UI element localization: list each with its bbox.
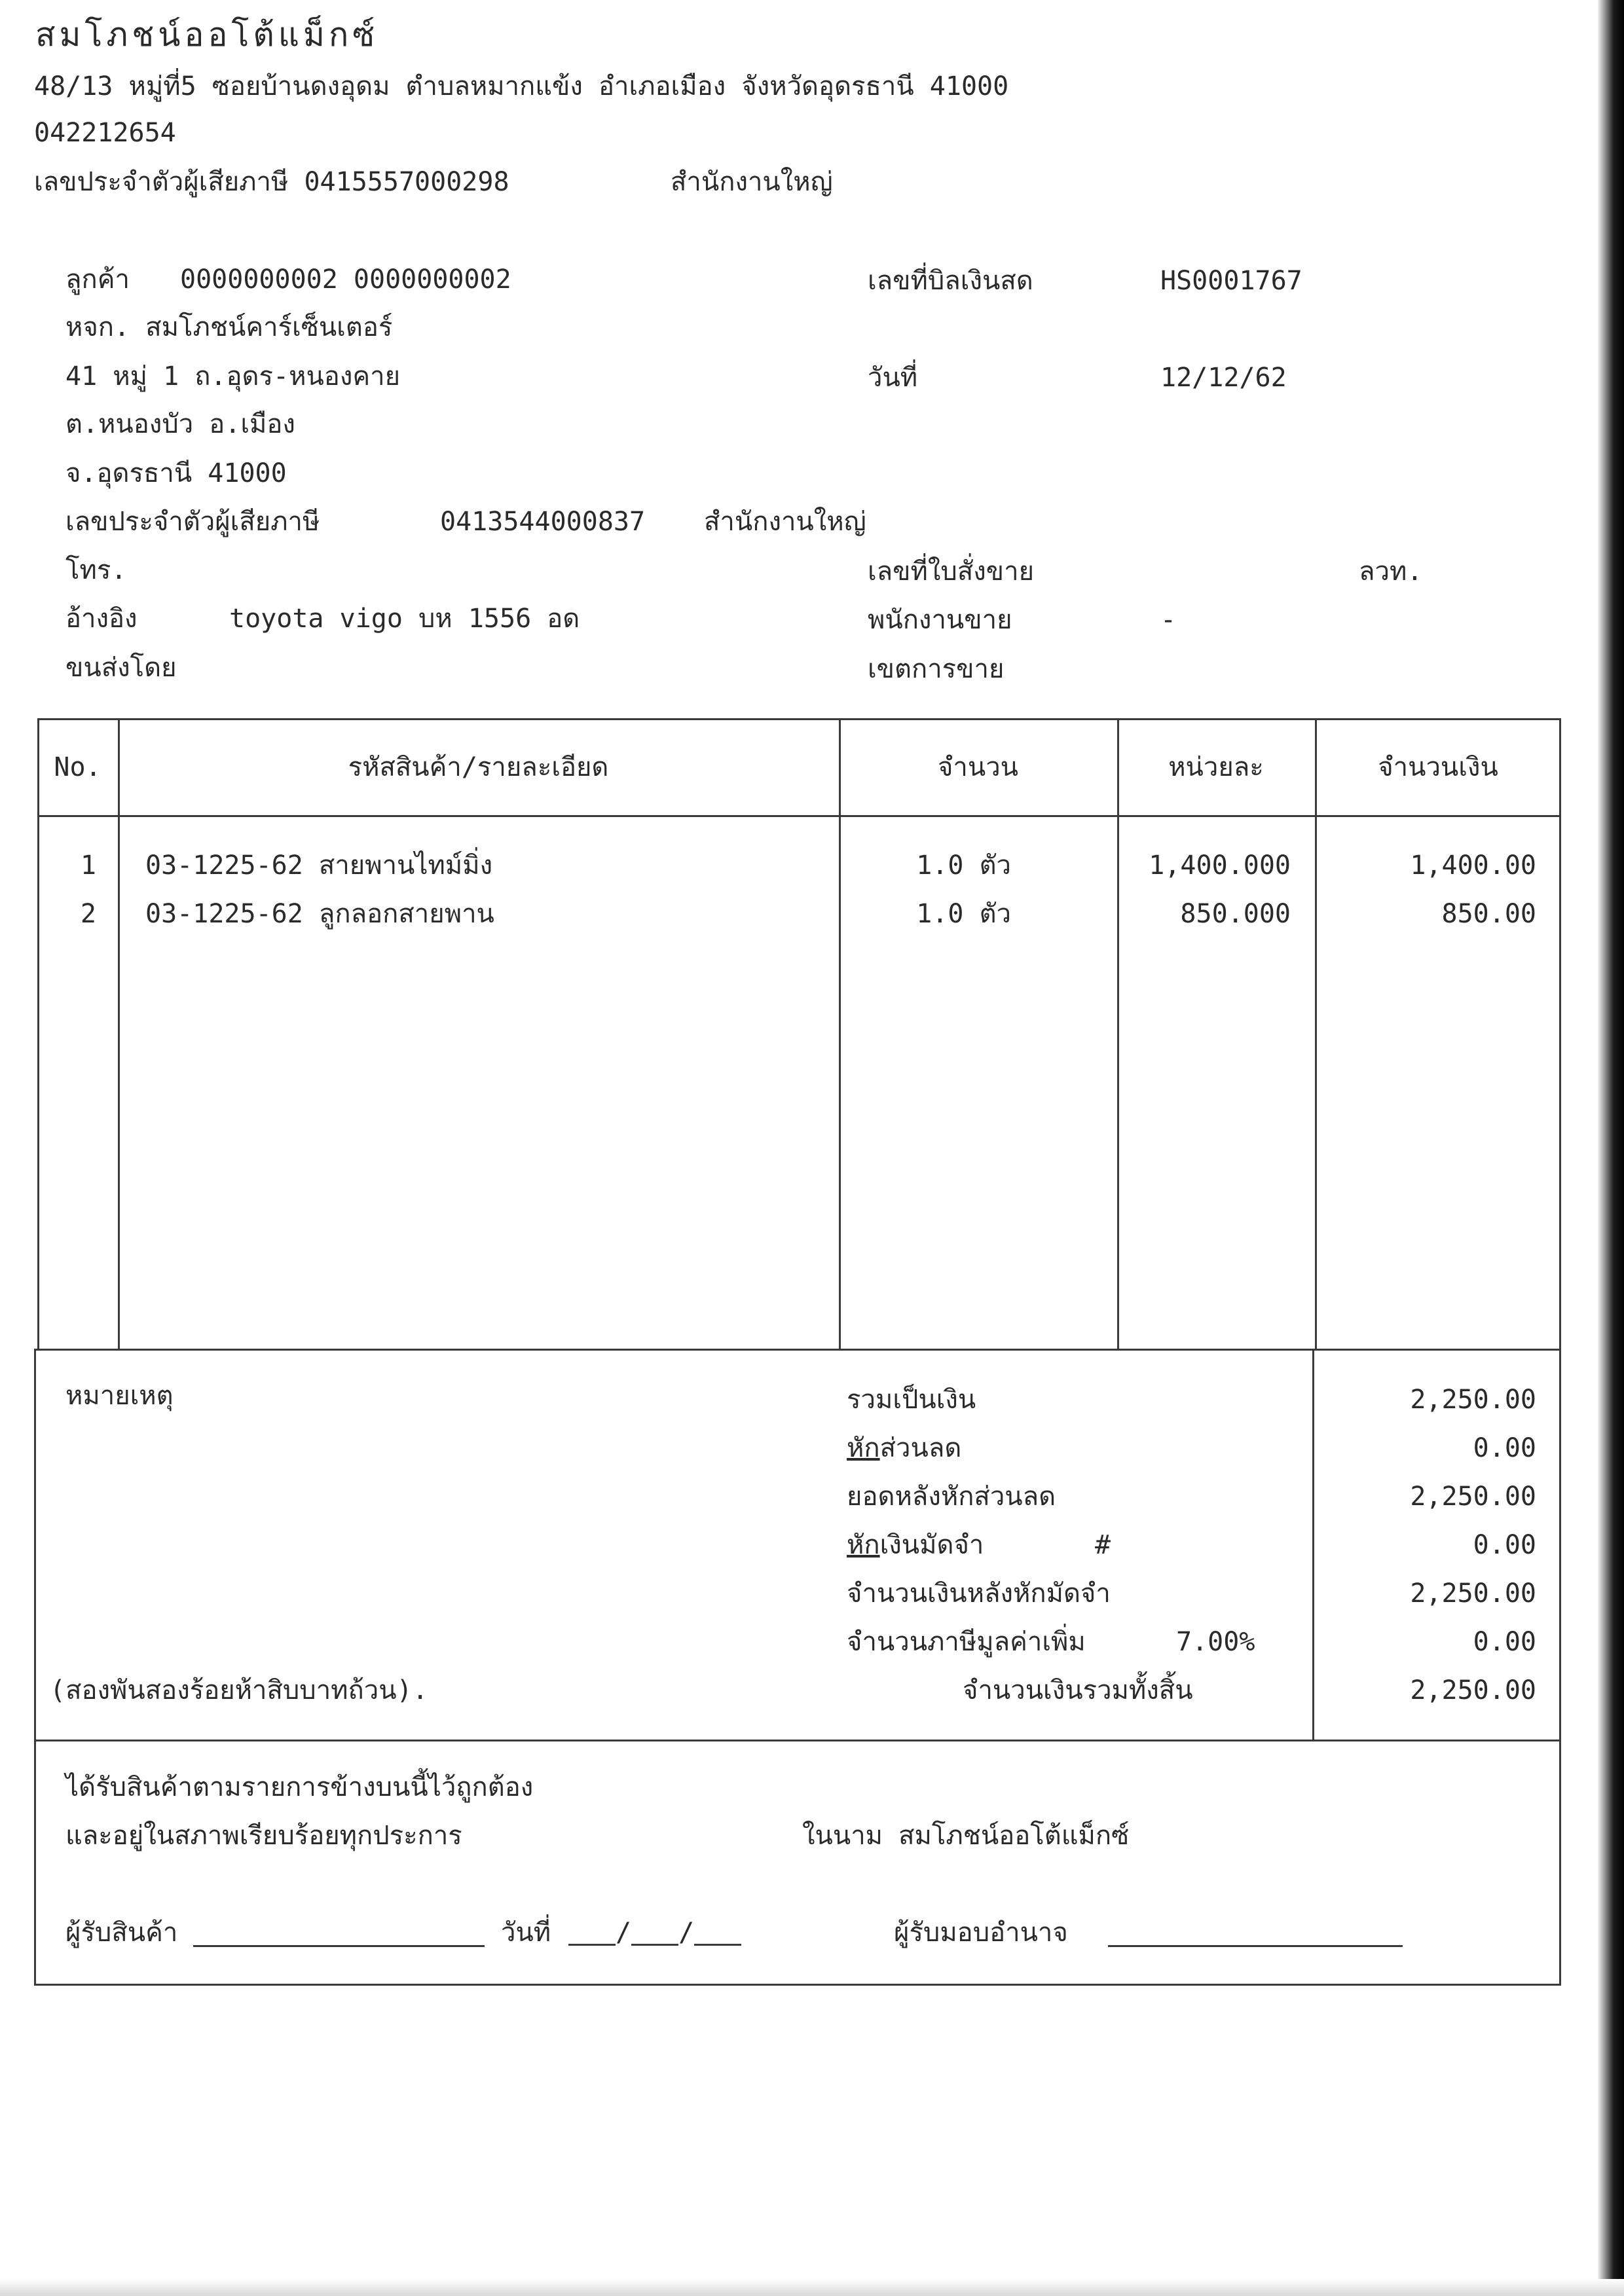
seller-tax-id: เลขประจำตัวผู้เสียภาษี 0415557000298	[34, 167, 509, 197]
row-1-quantity: 1.0 ตัว	[916, 850, 1011, 881]
sales-order-value: ลวท.	[1359, 556, 1423, 587]
discount-prefix: หัก	[847, 1433, 880, 1463]
seller-name: สมโภชน์ออโต้แม็กซ์	[35, 16, 379, 54]
receive-date-blank: / /	[568, 1920, 741, 1946]
sales-order-label: เลขที่ใบสั่งขาย	[868, 556, 1035, 587]
discount-value: 0.00	[1473, 1433, 1536, 1463]
deposit-label	[847, 1532, 984, 1558]
customer-address-1: 41 หมู่ 1 ถ.อุดร-หนองคาย	[65, 361, 401, 392]
table-header-divider	[37, 815, 1561, 817]
after-discount-label: ยอดหลังหักส่วนลด	[847, 1482, 1056, 1512]
received-statement-line-1: ได้รับสินค้าตามรายการข้างบนนี้ไว้ถูกต้อง	[65, 1772, 534, 1802]
row-1-no: 1	[80, 850, 96, 881]
column-divider	[1315, 718, 1317, 1351]
salesperson-label: พนักงานขาย	[868, 605, 1012, 635]
scan-edge-shadow	[1598, 0, 1624, 2296]
scan-bottom-edge	[0, 2279, 1624, 2296]
on-behalf-of: ในนาม สมโภชน์ออโต้แม็กซ์	[802, 1821, 1130, 1851]
header-no: No.	[54, 752, 101, 782]
column-divider	[118, 718, 120, 1351]
header-amount: จำนวนเงิน	[1378, 752, 1498, 782]
row-2-amount: 850.00	[1441, 899, 1536, 929]
customer-tax-label: เลขประจำตัวผู้เสียภาษี	[65, 507, 320, 537]
receiver-label: ผู้รับสินค้า	[65, 1918, 178, 1948]
seller-phone: 042212654	[34, 118, 176, 148]
header-unit-price: หน่วยละ	[1168, 752, 1264, 782]
authorized-signature-line	[1108, 1921, 1403, 1947]
after-deposit-value: 2,250.00	[1410, 1578, 1536, 1609]
row-1-amount: 1,400.00	[1410, 850, 1536, 881]
customer-name: หจก. สมโภชน์คาร์เซ็นเตอร์	[65, 312, 393, 342]
received-statement-line-2: และอยู่ในสภาพเรียบร้อยทุกประการ	[65, 1821, 462, 1851]
subtotal-label: รวมเป็นเงิน	[847, 1385, 976, 1415]
receive-date-label: วันที่	[501, 1918, 551, 1948]
reference-value: toyota vigo บห 1556 อด	[229, 604, 580, 634]
deposit-hash: #	[1095, 1530, 1111, 1560]
items-table	[37, 718, 1561, 1351]
customer-phone-label: โทร.	[65, 555, 127, 585]
customer-branch: สำนักงานใหญ่	[704, 507, 866, 537]
amount-in-words: (สองพันสองร้อยห้าสิบบาทถ้วน).	[50, 1675, 428, 1705]
discount-label-rest: ส่วนลด	[879, 1433, 962, 1463]
row-2-unit-price: 850.000	[1180, 899, 1291, 929]
row-2-quantity: 1.0 ตัว	[916, 899, 1011, 929]
deposit-label-rest: เงินมัดจำ	[879, 1530, 984, 1560]
reference-label: อ้างอิง	[65, 604, 138, 634]
seller-branch: สำนักงานใหญ่	[671, 167, 833, 197]
vat-rate: 7.00%	[1176, 1627, 1255, 1657]
customer-address-2: ต.หนองบัว อ.เมือง	[65, 409, 295, 439]
deposit-value: 0.00	[1473, 1530, 1536, 1560]
column-divider	[1117, 718, 1119, 1351]
remark-label: หมายเหตุ	[65, 1381, 174, 1411]
shipping-label: ขนส่งโดย	[65, 653, 177, 683]
row-1-description: 03-1225-62 สายพานไทม์มิ่ง	[145, 850, 493, 881]
salesperson-value: -	[1160, 605, 1177, 635]
grand-total-label: จำนวนเงินรวมทั้งสิ้น	[963, 1675, 1193, 1705]
customer-tax-id: 0413544000837	[440, 507, 646, 537]
receiver-signature-line	[193, 1921, 485, 1947]
invoice-number: HS0001767	[1160, 266, 1302, 296]
invoice-date: 12/12/62	[1160, 363, 1287, 393]
subtotal-value: 2,250.00	[1410, 1385, 1536, 1415]
column-divider	[839, 718, 841, 1351]
customer-label: ลูกค้า	[65, 264, 130, 295]
row-2-no: 2	[80, 899, 96, 929]
summary-divider	[1312, 1349, 1314, 1741]
customer-code: 0000000002 0000000002	[180, 264, 511, 295]
deposit-prefix: หัก	[847, 1530, 880, 1560]
row-1-unit-price: 1,400.000	[1149, 850, 1291, 881]
seller-address: 48/13 หมู่ที่5 ซอยบ้านดงอุดม ตำบลหมากแข้ง อำเภอเมือง จังหวัดอุดรธานี 41000	[34, 71, 1009, 101]
header-quantity: จำนวน	[937, 752, 1019, 782]
sales-zone-label: เขตการขาย	[868, 654, 1005, 684]
vat-label: จำนวนภาษีมูลค่าเพิ่ม	[847, 1627, 1086, 1657]
invoice-number-label: เลขที่บิลเงินสด	[868, 266, 1033, 296]
vat-value: 0.00	[1473, 1627, 1536, 1657]
after-deposit-label: จำนวนเงินหลังหักมัดจำ	[847, 1578, 1111, 1609]
grand-total-value: 2,250.00	[1410, 1675, 1536, 1705]
discount-label	[847, 1435, 961, 1461]
header-description: รหัสสินค้า/รายละเอียด	[348, 752, 609, 782]
after-discount-value: 2,250.00	[1410, 1482, 1536, 1512]
row-2-description: 03-1225-62 ลูกลอกสายพาน	[145, 899, 494, 929]
invoice-date-label: วันที่	[868, 363, 918, 393]
customer-address-3: จ.อุดรธานี 41000	[65, 458, 287, 488]
authorized-label: ผู้รับมอบอำนาจ	[894, 1918, 1068, 1948]
